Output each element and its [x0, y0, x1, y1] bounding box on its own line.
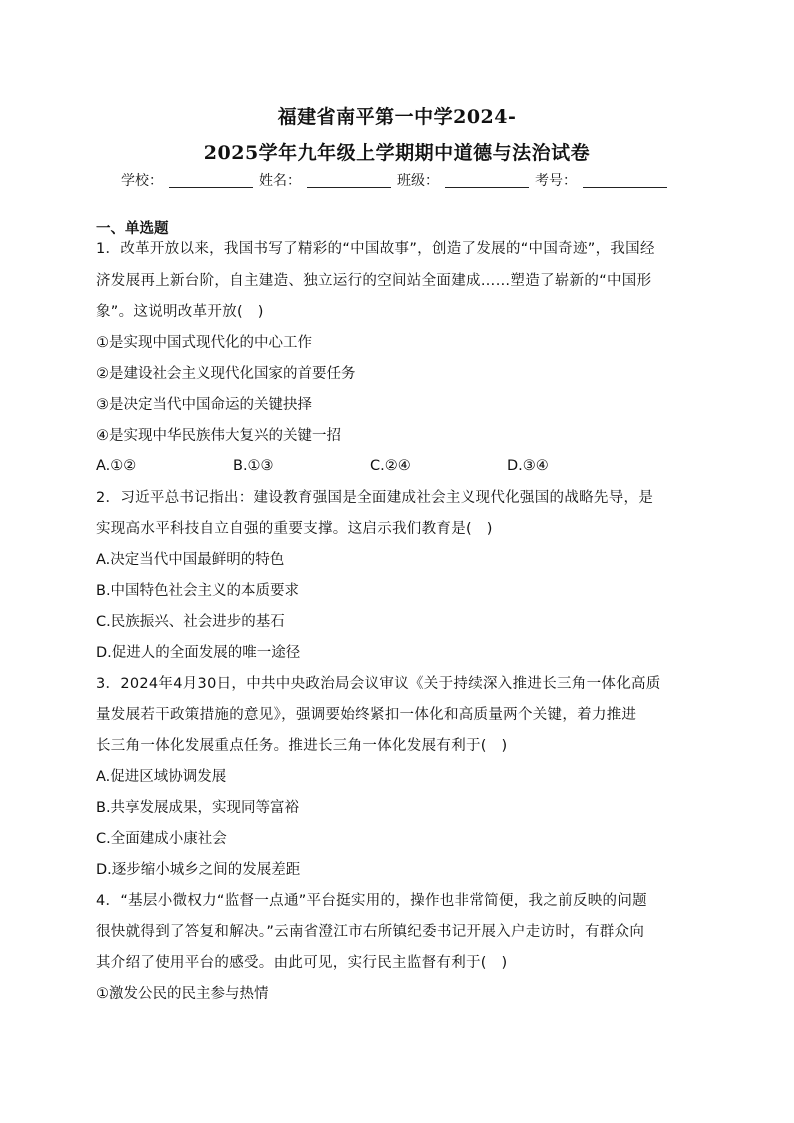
question-1-line: 1．改革开放以来，我国书写了精彩的“中国故事”，创造了发展的“中国奇迹”，我国经	[96, 241, 655, 257]
school-label: 学校：	[121, 173, 163, 189]
class-label: 班级：	[397, 173, 439, 189]
name-blank[interactable]	[307, 173, 391, 188]
question-2-option-d[interactable]: D.促进人的全面发展的唯一途径	[96, 645, 301, 661]
exam-title-line1: 福建省南平第一中学2024-	[277, 106, 517, 128]
question-1-option-b[interactable]: B.①③	[233, 458, 274, 474]
question-4-line: 其介绍了使用平台的感受。由此可见，实行民主监督有利于( )	[96, 955, 508, 971]
exam-no-label: 考号：	[535, 173, 577, 189]
question-4-statement: ①激发公民的民主参与热情	[96, 986, 269, 1002]
student-info-row	[0, 170, 794, 190]
school-blank[interactable]	[169, 173, 253, 188]
question-1-line: 济发展再上新台阶，自主建造、独立运行的空间站全面建成……塑造了崭新的“中国形	[96, 273, 652, 289]
question-3-line: 3．2024年4月30日，中共中央政治局会议审议《关于持续深入推进长三角一体化高质	[96, 676, 661, 692]
question-1-option-c[interactable]: C.②④	[370, 458, 411, 474]
exam-title-line2: 2025学年九年级上学期期中道德与法治试卷	[203, 142, 591, 164]
question-4-line: 很快就得到了答复和解决。”云南省澄江市右所镇纪委书记开展入户走访时，有群众向	[96, 924, 645, 940]
question-1-line: 象”。这说明改革开放( )	[96, 304, 264, 320]
question-1-statement: ③是决定当代中国命运的关键抉择	[96, 397, 312, 413]
question-1-statement: ①是实现中国式现代化的中心工作	[96, 335, 312, 351]
question-2-line: 实现高水平科技自立自强的重要支撑。这启示我们教育是( )	[96, 521, 493, 537]
question-1-option-d[interactable]: D.③④	[507, 458, 549, 474]
question-4-line: 4．“基层小微权力“监督一点通”平台挺实用的，操作也非常简便，我之前反映的问题	[96, 893, 647, 909]
question-2-option-c[interactable]: C.民族振兴、社会进步的基石	[96, 614, 285, 630]
section-title: 一、单选题	[96, 221, 169, 237]
question-3-option-d[interactable]: D.逐步缩小城乡之间的发展差距	[96, 862, 301, 878]
exam-no-blank[interactable]	[583, 173, 667, 188]
question-2-option-a[interactable]: A.决定当代中国最鲜明的特色	[96, 552, 285, 568]
question-1-options	[96, 458, 549, 474]
question-2-option-b[interactable]: B.中国特色社会主义的本质要求	[96, 583, 300, 599]
question-1-statement: ④是实现中华民族伟大复兴的关键一招	[96, 428, 341, 444]
name-label: 姓名：	[259, 173, 301, 189]
question-3-line: 长三角一体化发展重点任务。推进长三角一体化发展有利于( )	[96, 738, 508, 754]
question-1-statement: ②是建设社会主义现代化国家的首要任务	[96, 366, 356, 382]
question-3-option-c[interactable]: C.全面建成小康社会	[96, 831, 227, 847]
question-3-line: 量发展若干政策措施的意见》，强调要始终紧扣一体化和高质量两个关键，着力推进	[96, 707, 637, 723]
class-blank[interactable]	[445, 173, 529, 188]
question-3-option-a[interactable]: A.促进区域协调发展	[96, 769, 227, 785]
question-3-option-b[interactable]: B.共享发展成果，实现同等富裕	[96, 800, 300, 816]
question-1-option-a[interactable]: A.①②	[96, 458, 137, 474]
question-2-line: 2．习近平总书记指出：建设教育强国是全面建成社会主义现代化强国的战略先导，是	[96, 490, 654, 506]
